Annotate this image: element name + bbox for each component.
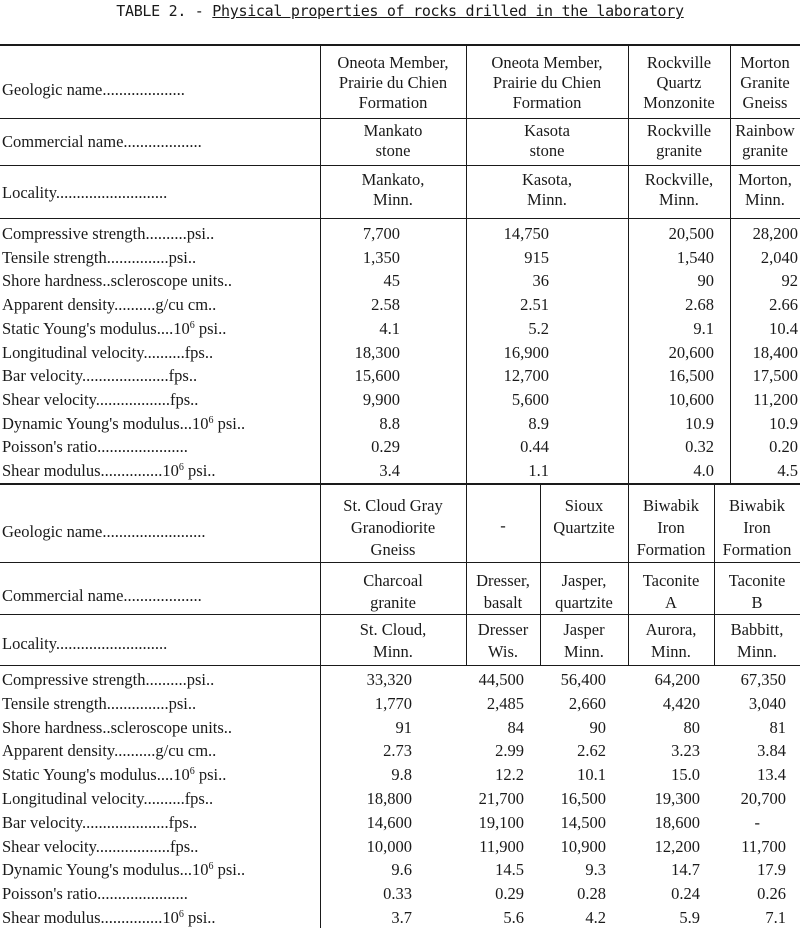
value-cell: 5.6 xyxy=(503,908,524,927)
value-cell: 18,300 xyxy=(354,342,400,362)
value-cell: 67,350 xyxy=(740,670,786,689)
locality-cell: Minn. xyxy=(527,190,567,209)
value-cell: 5.2 xyxy=(528,318,549,338)
geologic-name-cell: Morton xyxy=(740,53,790,72)
locality-cell: St. Cloud, xyxy=(359,620,427,639)
property-label: Compressive strength..........psi.. xyxy=(2,224,215,243)
value-cell: 2.51 xyxy=(520,295,549,315)
value-cell: 3,040 xyxy=(748,693,786,713)
property-label: Poisson's ratio...................... xyxy=(2,884,188,904)
locality-label: Locality........................... xyxy=(2,183,168,202)
property-label: Shear velocity..................fps.. xyxy=(2,836,199,856)
value-cell: 4.1 xyxy=(379,318,400,338)
value-cell: 11,700 xyxy=(741,836,786,856)
value-cell: 3.7 xyxy=(391,908,412,927)
locality-cell: Dresser xyxy=(477,620,529,639)
value-cell: 10,900 xyxy=(560,836,606,856)
property-label: Shear modulus...............10$^6$ psi.. xyxy=(2,461,216,480)
value-cell: 10.9 xyxy=(769,413,798,433)
value-cell: 0.29 xyxy=(495,884,524,904)
commercial-name-cell: Rockville xyxy=(646,121,712,140)
value-cell: 13.4 xyxy=(757,765,786,785)
value-cell: 0.44 xyxy=(520,437,549,457)
value-cell: 7.1 xyxy=(765,908,786,927)
commercial-name-cell: basalt xyxy=(483,593,523,612)
value-cell: 16,900 xyxy=(503,342,549,362)
value-cell: 18,400 xyxy=(752,342,798,362)
geologic-name-cell: Iron xyxy=(743,518,771,537)
geologic-name-cell: - xyxy=(500,516,506,535)
locality-cell: Mankato, xyxy=(361,170,425,189)
value-cell: 0.33 xyxy=(383,884,412,904)
commercial-name-cell: granite xyxy=(370,593,416,612)
value-cell: 56,400 xyxy=(560,670,606,689)
commercial-name-cell: Dresser, xyxy=(476,571,530,590)
value-cell: 2.68 xyxy=(685,295,714,315)
value-cell: 45 xyxy=(383,271,400,291)
geologic-name-cell: Oneota Member, xyxy=(491,53,603,72)
value-cell: 14,750 xyxy=(503,224,549,243)
property-label: Tensile strength...............psi.. xyxy=(2,693,197,713)
value-cell: 4,420 xyxy=(662,693,700,713)
value-cell: 18,600 xyxy=(654,812,700,832)
table-rule xyxy=(0,165,800,166)
locality-cell: Rockville, xyxy=(644,170,714,189)
geologic-name-cell: Formation xyxy=(636,540,706,559)
table-rule xyxy=(0,665,800,666)
value-cell: 80 xyxy=(683,717,700,737)
value-cell: 1,540 xyxy=(676,247,714,267)
property-label: Tensile strength...............psi.. xyxy=(2,247,197,267)
value-cell: 64,200 xyxy=(654,670,700,689)
value-cell: 28,200 xyxy=(752,224,798,243)
value-cell: 14.7 xyxy=(671,860,700,880)
commercial-name-cell: Taconite xyxy=(728,571,786,590)
value-cell: 17,500 xyxy=(752,366,798,386)
table-title-main: Physical properties of rocks drilled in the laboratory xyxy=(212,2,684,20)
commercial-name-cell: Kasota xyxy=(524,121,570,140)
table-title-prefix: TABLE 2. - xyxy=(116,2,213,20)
value-cell: 0.24 xyxy=(671,884,700,904)
property-label: Bar velocity.....................fps.. xyxy=(2,812,198,832)
geologic-name-cell: Oneota Member, xyxy=(337,53,449,72)
value-cell: 33,320 xyxy=(366,670,412,689)
value-cell: 2.73 xyxy=(383,741,412,761)
value-cell: 9,900 xyxy=(362,389,400,409)
value-cell: 0.32 xyxy=(685,437,714,457)
value-cell: 9.8 xyxy=(391,765,412,785)
locality-cell: Minn. xyxy=(373,642,413,661)
value-cell: 84 xyxy=(507,717,524,737)
commercial-name-cell: Rainbow xyxy=(735,121,795,140)
value-cell: 3.23 xyxy=(671,741,700,761)
table-title xyxy=(0,2,800,20)
property-label: Bar velocity.....................fps.. xyxy=(2,366,198,386)
value-cell: 7,700 xyxy=(362,224,400,243)
value-cell: 2.66 xyxy=(769,295,798,315)
geologic-name-cell: Prairie du Chien xyxy=(492,73,602,92)
value-cell: 14.5 xyxy=(495,860,524,880)
value-cell: 9.3 xyxy=(585,860,606,880)
value-cell: 3.84 xyxy=(757,741,786,761)
geologic-name-cell: Iron xyxy=(657,518,685,537)
geologic-name-label: Geologic name.................... xyxy=(2,80,185,99)
value-cell: 15.0 xyxy=(671,765,700,785)
commercial-name-cell: granite xyxy=(742,141,788,160)
geologic-name-cell: St. Cloud Gray xyxy=(343,496,443,515)
value-cell: 36 xyxy=(532,271,549,291)
geologic-name-label: Geologic name......................... xyxy=(2,522,206,541)
geologic-name-cell: Monzonite xyxy=(643,93,715,112)
value-cell: 10.1 xyxy=(577,765,606,785)
property-label: Static Young's modulus....10$^6$ psi.. xyxy=(2,318,227,338)
table-rule xyxy=(0,44,800,46)
locality-cell: Babbitt, xyxy=(730,620,784,639)
value-cell: 915 xyxy=(524,247,549,267)
value-cell: 14,500 xyxy=(560,812,606,832)
table-rule xyxy=(0,218,800,219)
table-rule xyxy=(0,483,800,485)
table-rule xyxy=(0,118,800,119)
value-cell: 10.9 xyxy=(685,413,714,433)
value-cell: 1,770 xyxy=(374,693,412,713)
value-cell: 2.58 xyxy=(371,295,400,315)
value-cell: 10.4 xyxy=(769,318,798,338)
commercial-name-cell: granite xyxy=(656,141,702,160)
geologic-name-cell: Gneiss xyxy=(370,540,416,559)
value-cell: 9.6 xyxy=(391,860,412,880)
value-cell: 2.99 xyxy=(495,741,524,761)
commercial-name-cell: A xyxy=(665,593,677,612)
property-label: Apparent density..........g/cu cm.. xyxy=(2,295,217,315)
value-cell: 12.2 xyxy=(495,765,524,785)
property-label: Static Young's modulus....10$^6$ psi.. xyxy=(2,765,227,785)
commercial-name-cell: stone xyxy=(529,141,565,160)
value-cell: 2,660 xyxy=(568,693,606,713)
locality-cell: Minn. xyxy=(373,190,413,209)
value-cell: 19,300 xyxy=(654,789,700,808)
geologic-name-cell: Gneiss xyxy=(742,93,788,112)
value-cell: 0.26 xyxy=(757,884,786,904)
property-label: Longitudinal velocity..........fps.. xyxy=(2,342,214,362)
value-cell: 20,500 xyxy=(668,224,714,243)
commercial-name-cell: stone xyxy=(375,141,411,160)
geologic-name-cell: Granite xyxy=(740,73,790,92)
value-cell: 5,600 xyxy=(511,389,549,409)
geologic-name-cell: Quartzite xyxy=(553,518,615,537)
value-cell: 12,200 xyxy=(654,836,700,856)
value-cell: 8.9 xyxy=(528,413,549,433)
property-label: Dynamic Young's modulus...10$^6$ psi.. xyxy=(2,413,246,433)
geologic-name-cell: Sioux xyxy=(564,496,604,515)
value-cell: 15,600 xyxy=(354,366,400,386)
geologic-name-cell: Quartz xyxy=(656,73,702,92)
locality-cell: Minn. xyxy=(564,642,604,661)
commercial-name-cell: Mankato xyxy=(363,121,423,140)
geologic-name-cell: Formation xyxy=(358,93,428,112)
value-cell: 1,350 xyxy=(362,247,400,267)
value-cell: 20,700 xyxy=(740,789,786,808)
value-cell: 10,000 xyxy=(366,836,412,856)
property-label: Dynamic Young's modulus...10$^6$ psi.. xyxy=(2,860,246,880)
value-cell: 81 xyxy=(769,717,786,737)
property-label: Shore hardness..scleroscope units.. xyxy=(2,717,233,737)
locality-cell: Minn. xyxy=(651,642,691,661)
commercial-name-label: Commercial name................... xyxy=(2,586,202,605)
commercial-name-cell: Taconite xyxy=(642,571,700,590)
table-rule xyxy=(0,562,800,563)
commercial-name-label: Commercial name................... xyxy=(2,132,202,151)
commercial-name-cell: B xyxy=(751,593,763,612)
geologic-name-cell: Rockville xyxy=(646,53,712,72)
value-cell: 18,800 xyxy=(366,789,412,808)
value-cell: 90 xyxy=(697,271,714,291)
locality-cell: Minn. xyxy=(659,190,699,209)
value-cell: 44,500 xyxy=(478,670,524,689)
geologic-name-cell: Granodiorite xyxy=(350,518,436,537)
value-cell: 4.2 xyxy=(585,908,606,927)
value-cell: 4.0 xyxy=(693,461,714,480)
property-label: Longitudinal velocity..........fps.. xyxy=(2,789,214,808)
locality-cell: Morton, xyxy=(738,170,792,189)
value-cell: 21,700 xyxy=(478,789,524,808)
geologic-name-cell: Formation xyxy=(512,93,582,112)
value-cell: 20,600 xyxy=(668,342,714,362)
value-cell: 90 xyxy=(589,717,606,737)
value-cell: 0.28 xyxy=(577,884,606,904)
locality-cell: Minn. xyxy=(737,642,777,661)
value-cell: 2.62 xyxy=(577,741,606,761)
value-cell: 14,600 xyxy=(366,812,412,832)
geologic-name-cell: Formation xyxy=(722,540,792,559)
property-label: Apparent density..........g/cu cm.. xyxy=(2,741,217,761)
property-label: Shear modulus...............10$^6$ psi.. xyxy=(2,908,216,927)
commercial-name-cell: quartzite xyxy=(555,593,613,612)
value-cell: 5.9 xyxy=(679,908,700,927)
value-cell: 92 xyxy=(781,271,798,291)
value-cell: 17.9 xyxy=(757,860,786,880)
value-cell: 3.4 xyxy=(379,461,400,480)
property-label: Shore hardness..scleroscope units.. xyxy=(2,271,233,291)
value-cell: 2,485 xyxy=(486,693,524,713)
locality-cell: Minn. xyxy=(745,190,785,209)
value-cell: 19,100 xyxy=(478,812,524,832)
value-cell: 16,500 xyxy=(560,789,606,808)
locality-label: Locality........................... xyxy=(2,634,168,653)
value-cell: 0.20 xyxy=(769,437,798,457)
value-cell: 11,900 xyxy=(479,836,524,856)
value-cell: 2,040 xyxy=(760,247,798,267)
value-cell: - xyxy=(754,812,760,832)
locality-cell: Aurora, xyxy=(645,620,697,639)
commercial-name-cell: Jasper, xyxy=(561,571,607,590)
geologic-name-cell: Prairie du Chien xyxy=(338,73,448,92)
value-cell: 91 xyxy=(395,717,412,737)
value-cell: 4.5 xyxy=(777,461,798,480)
commercial-name-cell: Charcoal xyxy=(363,571,423,590)
locality-cell: Jasper xyxy=(563,620,605,639)
locality-cell: Wis. xyxy=(487,642,519,661)
property-label: Poisson's ratio...................... xyxy=(2,437,188,457)
value-cell: 0.29 xyxy=(371,437,400,457)
geologic-name-cell: Biwabik xyxy=(729,496,785,515)
property-label: Shear velocity..................fps.. xyxy=(2,389,199,409)
value-cell: 10,600 xyxy=(668,389,714,409)
value-cell: 16,500 xyxy=(668,366,714,386)
value-cell: 9.1 xyxy=(693,318,714,338)
value-cell: 8.8 xyxy=(379,413,400,433)
table-rule xyxy=(0,614,800,615)
geologic-name-cell: Biwabik xyxy=(643,496,699,515)
value-cell: 12,700 xyxy=(503,366,549,386)
locality-cell: Kasota, xyxy=(522,170,572,189)
property-label: Compressive strength..........psi.. xyxy=(2,670,215,689)
value-cell: 1.1 xyxy=(528,461,549,480)
value-cell: 11,200 xyxy=(753,389,798,409)
